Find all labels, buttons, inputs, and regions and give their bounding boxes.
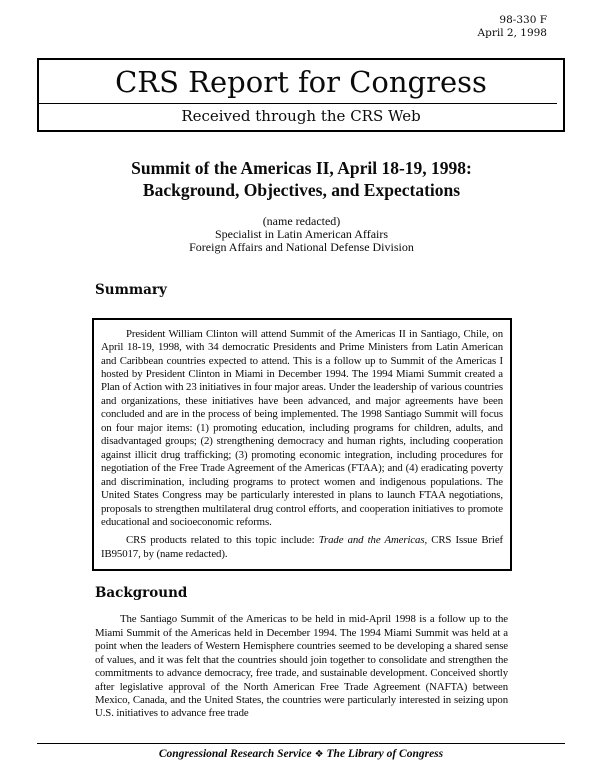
byline bbox=[95, 215, 508, 255]
crs-masthead-box bbox=[37, 58, 565, 132]
background-heading: Background bbox=[95, 585, 188, 602]
masthead-title: CRS Report for Congress bbox=[115, 65, 487, 99]
doc-number: 98-330 F bbox=[499, 14, 547, 26]
summary-p2-italic-title: Trade and the Americas, bbox=[318, 534, 428, 547]
summary-paragraph-2 bbox=[101, 534, 503, 561]
author-division: Foreign Affairs and National Defense Division bbox=[189, 240, 414, 255]
diamond-separator-icon: ❖ bbox=[314, 749, 324, 760]
masthead-subtitle: Received through the CRS Web bbox=[181, 107, 421, 125]
report-title-line2: Background, Objectives, and Expectations bbox=[142, 180, 461, 200]
page-footer bbox=[37, 743, 565, 762]
summary-p2-suffix: CRS Issue Brief IB95017, by (name redacted). bbox=[101, 534, 504, 560]
footer-library: The Library of Congress bbox=[326, 748, 444, 760]
summary-heading: Summary bbox=[95, 281, 167, 298]
background-section bbox=[95, 613, 508, 721]
author-name: (name redacted) bbox=[262, 214, 341, 228]
footer-org: Congressional Research Service bbox=[158, 748, 312, 760]
report-title bbox=[95, 157, 508, 201]
report-title-line1: Summit of the Americas II, April 18-19, 1998: bbox=[131, 158, 472, 178]
summary-p2-prefix: CRS products related to this topic include: bbox=[126, 534, 319, 547]
background-paragraph: The Santiago Summit of the Americas to be held in mid-April 1998 is a follow up to the Miami Summit of the Americas held in December 1994. The 1994 Miami Summit was held at a point when the leaders of Western Hemisphere countries seemed to be developing a shared sense of values, and it was felt that the countries should join together to consolidate and strengthen the commitments to advance democracy, free trade, and sustainable development. Conceived shortly after legislative approval of the North American Free Trade Agreement (NAFTA) between Mexico, Canada, and the United States, the countries were particularly interested in seizing upon U.S. initiatives to advance free trade bbox=[95, 613, 508, 720]
summary-box bbox=[92, 318, 512, 572]
doc-date: April 2, 1998 bbox=[477, 27, 547, 39]
main-content bbox=[95, 157, 508, 721]
doc-meta bbox=[478, 14, 547, 40]
author-title: Specialist in Latin American Affairs bbox=[214, 227, 389, 242]
footer-text bbox=[37, 747, 565, 762]
summary-paragraph-1: President William Clinton will attend Summit of the Americas II in Santiago, Chile, on April 18-19, 1998, with 34 democratic Presidents and Prime Ministers from Latin American and Caribbean countries expected to attend. This is a follow up to Summit of the Americas I hosted by President Clinton in Miami in December 1994. The 1994 Miami Summit created a Plan of Action with 23 initiatives in four major areas. Under the leadership of various countries and organizations, these initiatives have been advanced, and major agreements have been concluded and are in the process of being implemented. The 1998 Santiago Summit will focus on four major items: (1) promoting education, including programs for children, adults, and disadvantaged groups; (2) strengthening democracy and human rights, including cooperation against illicit drug trafficking; (3) promoting economic integration, including procedures for negotiation of the Free Trade Agreement of the Americas (FTAA); and (4) eradicating poverty and discrimination, including programs to protect women and indigenous populations. The United States Congress may be particularly interested in plans to launch FTAA negotiations, proposals to strengthen multilateral drug control efforts, and cooperation initiatives to promote educational and socioeconomic reforms. bbox=[101, 327, 503, 528]
